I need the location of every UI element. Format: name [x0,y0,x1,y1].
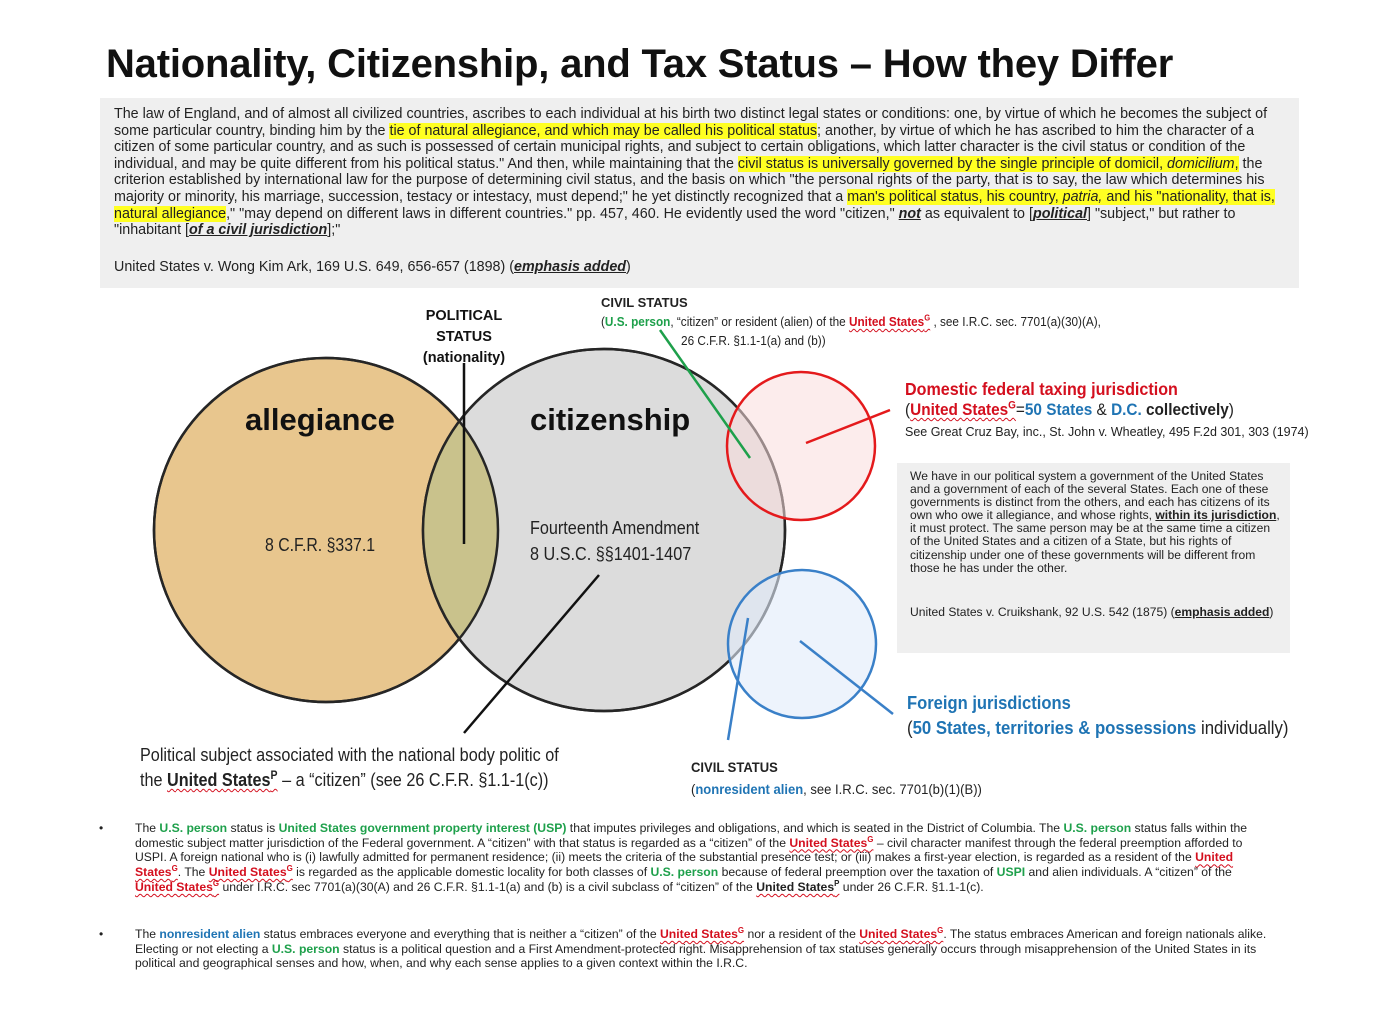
domestic-text: = [1015,401,1025,419]
united-states-text: United States [135,879,213,894]
quote-emphasis: of a civil jurisdiction [189,222,328,239]
usc-1401-label: 8 U.S.C. §§1401-1407 [530,544,692,564]
superscript-g: G [924,312,931,323]
allegiance-label: allegiance [245,402,395,437]
quote-emphasis: not [898,205,921,222]
bullet-text: that imputes privileges and obligations, and which is seated in the District of Columbia. The [566,821,1064,835]
cruikshank-emphasis: within its jurisdiction [1155,508,1277,523]
bullet-marker: • [99,821,104,835]
superscript-g: G [867,834,874,844]
cruikshank-text: , it must protect. The same person may be at the same time a citizen of the United States and a citizen of a State, but his rights of citizenship under one of these governments will be different from those he has under the other. [910,508,1280,575]
domestic-text: ) [1228,401,1234,419]
citizenship-label: citizenship [530,402,691,437]
foreign-text: ( [907,718,913,738]
political-subject-line2 [140,768,559,793]
united-states-text: United States [848,314,925,329]
nationality-label: (nationality) [422,350,506,366]
cruikshank-quote [910,470,1282,575]
civil-status-text: , see I.R.C. sec. 7701(a)(30)(A), [930,314,1101,329]
civil-status-top-label [601,293,1144,350]
bullet-text: is regarded as the applicable domestic locality for both classes of [292,865,651,880]
us-person-term: U.S. person [650,865,719,880]
superscript-g: G [1008,399,1016,412]
civil-status-text: , see I.R.C. sec. 7701(b)(1)(B)) [803,781,982,797]
us-person-term: U.S. person [271,941,340,956]
bullet-text: The [135,927,160,941]
superscript-p: P [270,769,278,782]
civil-status-top-desc [601,312,1101,331]
united-states-g-term [209,865,293,879]
domestic-jurisdiction-subtitle [905,401,1234,420]
bullet-text: status is [227,821,279,835]
cruikshank-citation [910,606,1282,619]
united-states-text: United States [208,865,287,880]
united-states-text: United States [135,850,1234,880]
united-states-p-term [756,880,839,894]
us-person-term: U.S. person [604,314,671,329]
great-cruz-bay-citation: See Great Cruz Bay, inc., St. John v. Wheatley, 495 F.2d 301, 303 (1974) [905,424,1309,439]
citation-emphasis: emphasis added [1174,605,1270,619]
political-subject-text: the [140,770,168,790]
fourteenth-amendment-label: Fourteenth Amendment [530,518,700,538]
bullet-text: under I.R.C. sec 7701(a)(30(A) and 26 C.F.R. §1.1-1(a) and (b) is a civil subclass of “citizen” of the [219,879,757,894]
political-status-heading: POLITICAL STATUS [425,308,503,345]
foreign-text: individually) [1196,718,1289,738]
united-states-g-term [910,401,1016,419]
quote-highlight-text: civil status is universally governed by the single principle of domicil, [737,155,1168,172]
bullet-text: and alien individuals. A “citizen” of the [1025,865,1232,880]
bullet-text: . The status embraces American and foreign nationals alike. Electing or not electing a [135,927,1267,956]
united-states-text: United States [660,927,738,941]
united-states-text: United States [859,927,938,941]
political-status-label [396,306,532,369]
citation-text: United States v. Cruikshank, 92 U.S. 542 (1875) ( [910,605,1175,619]
civil-status-top-heading: CIVIL STATUS [601,295,688,310]
bullet-text: under 26 C.F.R. §1.1-1(c). [839,879,984,894]
us-person-term: U.S. person [159,821,228,835]
bullet-marker: • [99,927,104,941]
bullet-text: The [135,821,160,835]
bullet-text: . The [177,865,209,880]
civil-status-bottom-label [691,756,982,800]
superscript-g: G [937,925,944,935]
political-subject-text: – a “citizen” (see 26 C.F.R. §1.1-1(c)) [277,770,549,790]
nonresident-alien-bullet [135,927,1267,971]
united-states-g-term [789,836,873,850]
quote-text: the criterion established by international law for the purpose of determining civil status, and the basis on which "the personal rights of the party, that is to say, the law which determines his majority or minority, his marriage, succession, testacy or intestacy, must depend;" he yet distinctly recognized that a [114,155,1265,205]
domestic-text: ( [905,401,911,419]
civil-status-bottom-desc [691,778,982,800]
citation-text: ) [1269,605,1274,619]
foreign-jurisdictions-subtitle [907,718,1288,739]
domestic-jurisdiction-circle [727,372,875,520]
bullet-text: status embraces everyone and everything that is neither a “citizen” of the [260,927,660,941]
united-states-p-term [167,770,278,790]
superscript-g: G [737,925,745,935]
united-states-g-term [849,314,930,329]
nonresident-alien-term: nonresident alien [695,781,804,797]
nonresident-alien-term: nonresident alien [159,927,261,941]
bullet-text: – civil character manifest through the federal preemption afforded to USPI. A foreign national who is (i) lawfully admitted for permanent residence; (ii) meets the criteria of the substantial presence test; or (iii) makes a first-year election, is regarded as a resident of the [135,835,1243,865]
quote-highlight: tie of natural allegiance, and which may be called his political status [389,122,818,139]
quote-text: ];" [327,222,341,239]
civil-status-top-cfr: 26 C.F.R. §1.1-1(a) and (b)) [681,333,826,348]
quote-text: ," "may depend on different laws in different countries." pp. 457, 460. He evidently used the word "citizen," [226,205,899,222]
citation-text: ) [626,259,631,275]
bullet-text: because of federal preemption over the taxation of [718,865,997,880]
political-subject-line1: Political subject associated with the national body politic of [140,745,559,765]
civil-status-text: ( [601,314,605,329]
quote-text: as equivalent to [ [920,205,1033,222]
quote-highlight-italic: patria, [1062,188,1103,205]
quote-highlight-text: , [1234,155,1239,172]
quote-highlight-text: and his "nationality, that is, natural allegiance [114,188,1275,222]
citation-emphasis: emphasis added [514,259,627,275]
united-states-text: United States [910,401,1009,419]
us-person-bullet [135,821,1267,895]
states-territories-term: 50 States, territories & possessions [912,718,1197,738]
us-person-term: U.S. person [1063,821,1132,835]
cfr-337-label: 8 C.F.R. §337.1 [265,535,376,555]
quote-emphasis: political [1032,205,1087,222]
quote-text: ] "subject," but rather to "inhabitant [ [114,205,1236,239]
superscript-g: G [286,864,293,874]
usgpi-term: United States government property interest (USP) [278,821,567,835]
collectively-term: collectively [1141,401,1229,419]
united-states-text: United States [167,770,271,790]
united-states-g-term [660,927,744,941]
political-subject-caption [140,743,559,793]
civil-status-bottom-heading: CIVIL STATUS [691,759,778,775]
bullet-text: status is a political question and a First Amendment-protected right. Misapprehension of tax statuses generally occurs through misapprehension of the United States in its political and geographical senses and how, when, and why each sense applies to a given context within the I.R.C. [135,941,1257,971]
domestic-jurisdiction-title: Domestic federal taxing jurisdiction [905,379,1178,399]
united-states-g-term [859,927,943,941]
uspi-term: USPI [996,865,1026,880]
civil-status-text: , “citizen” or resident (alien) of the [670,314,849,329]
foreign-jurisdictions-title: Foreign jurisdictions [907,693,1071,713]
citation-text: United States v. Wong Kim Ark, 169 U.S. 649, 656-657 (1898) ( [114,259,514,275]
dc-term: D.C. [1111,401,1142,419]
cruikshank-text: We have in our political system a government of the United States and a government of each of the several States. Each one of these governments is distinct from the others, and each has citizens of its own who owe it allegiance, and whose rights, [910,469,1270,523]
quote-highlight-italic: domicilium [1167,155,1235,172]
page-title: Nationality, Citizenship, and Tax Status – How they Differ [106,42,1174,86]
quote-text: The law of England, and of almost all civilized countries, ascribes to each individual at his birth two distinct legal states or conditions: one, by virtue of which he becomes the subject of some particular country, binding him by the [114,106,1268,139]
superscript-g: G [171,864,178,874]
united-states-g-term [135,880,219,894]
quote-text: ; another, by virtue of which he has ascribed to him the character of a citizen of some particular country, and as such is possessed of certain municipal rights, and subject to certain obligations, which latter character is the civil status or condition of the individual, and may be quite different from his political status." And then, while maintaining that the [114,122,1255,172]
domestic-text: & [1092,401,1112,419]
fifty-states-term: 50 States [1024,401,1093,419]
superscript-g: G [212,878,220,888]
united-states-text: United States [756,879,835,894]
bullet-text: status falls within the domestic subject matter jurisdiction of the Federal government. A “citizen” with that status is regarded as a “citizen” of the [135,821,1248,850]
bullet-text: nor a resident of the [744,927,860,941]
superscript-p: P [834,878,840,888]
civil-status-text: ( [691,781,696,797]
quote-highlight-text: man's political status, his country, [847,188,1063,205]
united-states-text: United States [789,835,868,850]
